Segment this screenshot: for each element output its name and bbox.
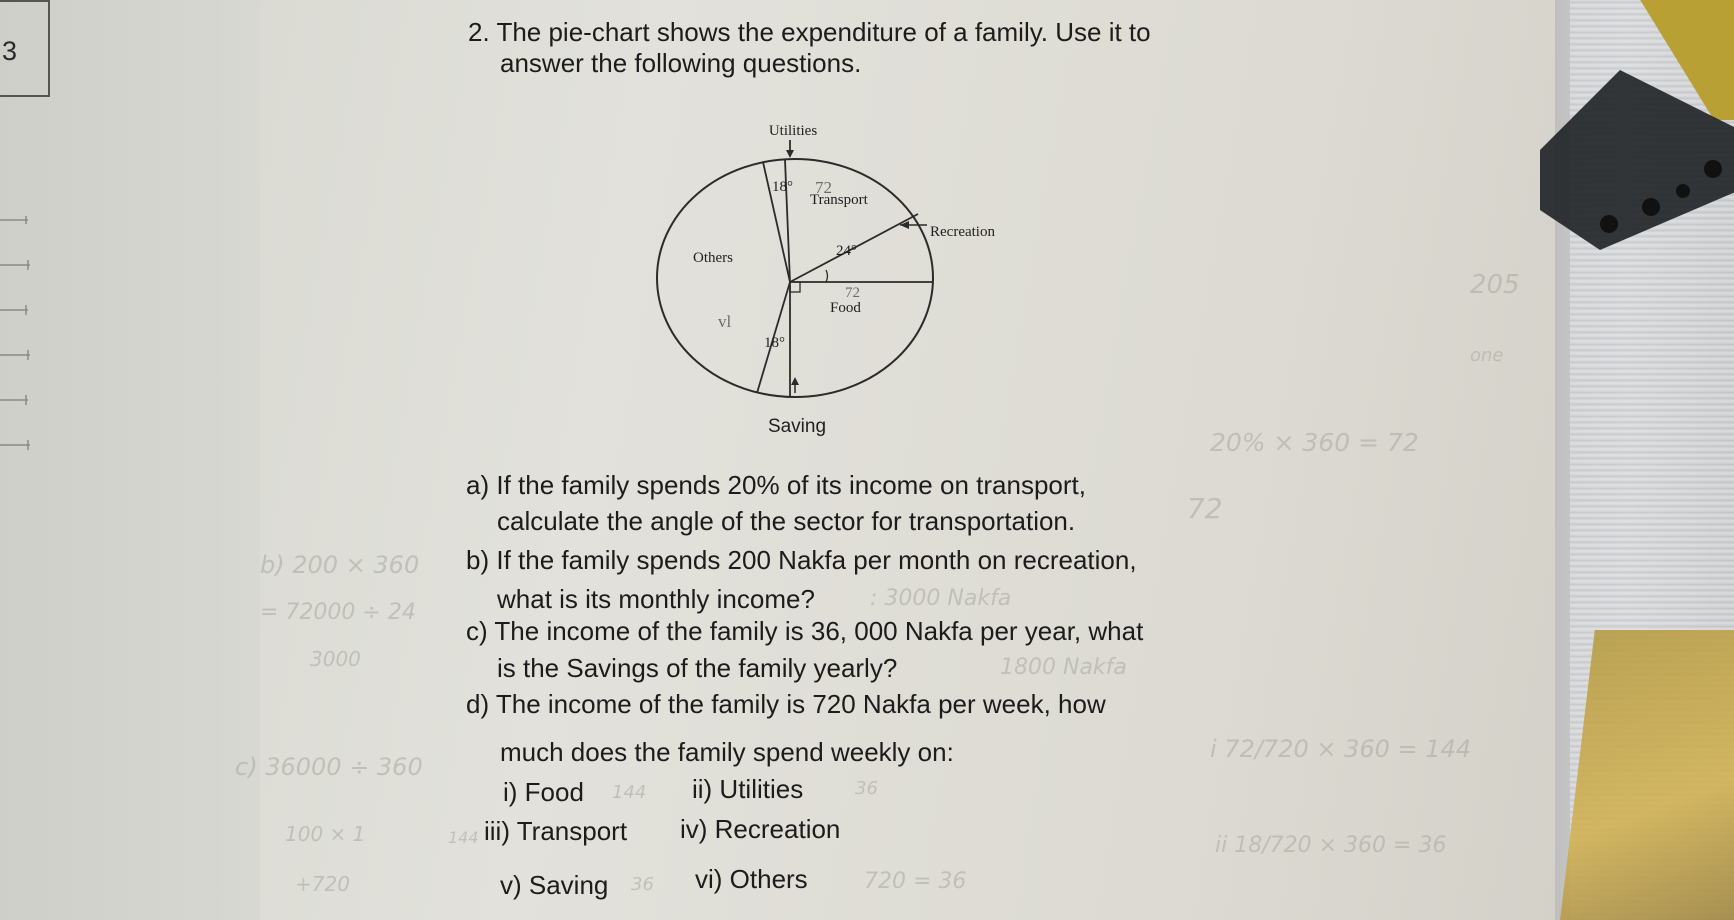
pencil-answer-c: 1800 Nakfa bbox=[1000, 655, 1127, 680]
pie-chart bbox=[600, 110, 1040, 450]
pencil-note-formula-a: 20% × 360 = 72 bbox=[1210, 428, 1419, 457]
recreation-angle-arc bbox=[826, 270, 828, 282]
label-utilities: Utilities bbox=[768, 123, 818, 139]
label-food: Food bbox=[830, 300, 861, 316]
pencil-note-144: 144 bbox=[448, 828, 479, 847]
pencil-answer-d-v: 36 bbox=[631, 874, 654, 895]
question-d-item-v: v) Saving bbox=[500, 870, 609, 900]
question-b-line2: what is its monthly income? bbox=[497, 584, 815, 614]
label-others: Others bbox=[693, 250, 733, 266]
question-a-line2: calculate the angle of the sector for transportation. bbox=[497, 506, 1076, 536]
pencil-note-c-working: c) 36000 ÷ 360 bbox=[235, 753, 423, 781]
pencil-chart-72a: 72 bbox=[815, 178, 832, 197]
table-top-line bbox=[0, 0, 48, 2]
question-c-line1: c) The income of the family is 36, 000 Nakfa per year, what bbox=[466, 616, 1144, 646]
question-heading-line1: 2. The pie-chart shows the expenditure of a family. Use it to bbox=[468, 17, 1151, 47]
question-d-item-iv: iv) Recreation bbox=[680, 814, 841, 844]
question-d-item-iii: iii) Transport bbox=[484, 816, 628, 846]
question-d-item-ii: ii) Utilities bbox=[692, 774, 804, 804]
question-heading-line2: answer the following questions. bbox=[500, 48, 862, 78]
pencil-note-d-working: 100 × 1 bbox=[285, 822, 366, 846]
label-transport: Transport bbox=[810, 192, 868, 208]
question-d-item-vi: vi) Others bbox=[695, 864, 808, 894]
pencil-note-d-ii: ii 18/720 × 360 = 36 bbox=[1215, 833, 1447, 858]
pencil-answer-d-i: 144 bbox=[612, 782, 647, 803]
label-saving: Saving bbox=[767, 416, 827, 437]
margin-tick-marks bbox=[0, 210, 40, 470]
pencil-answer-b: : 3000 Nakfa bbox=[870, 586, 1012, 611]
pencil-answer-d-ii: 36 bbox=[855, 778, 878, 799]
pie-outline bbox=[657, 159, 933, 397]
question-c-line2: is the Savings of the family yearly? bbox=[497, 653, 898, 683]
question-d-line2: much does the family spend weekly on: bbox=[500, 737, 954, 767]
pencil-note-b-working2: = 72000 ÷ 24 bbox=[260, 600, 416, 625]
pencil-chart-vl: vl bbox=[718, 312, 732, 331]
binding-hole-icon bbox=[1642, 198, 1660, 216]
pencil-note-one: one bbox=[1470, 345, 1504, 366]
binding-hole-icon bbox=[1704, 160, 1722, 178]
angle-label-recreation: 24° bbox=[836, 243, 857, 259]
saving-arrowhead bbox=[791, 377, 799, 385]
pencil-note-3000: 3000 bbox=[310, 647, 361, 671]
label-recreation: Recreation bbox=[930, 224, 995, 240]
question-b-line1: b) If the family spends 200 Nakfa per month on recreation, bbox=[466, 545, 1137, 575]
binding-hole-icon bbox=[1600, 215, 1618, 233]
question-d-line1: d) The income of the family is 720 Nakfa per week, how bbox=[466, 689, 1106, 719]
pencil-note-205: 205 bbox=[1470, 270, 1520, 300]
right-angle-marker bbox=[790, 282, 800, 292]
pencil-answer-d-vi: 720 = 36 bbox=[864, 869, 967, 894]
pencil-note-b-working: b) 200 × 360 bbox=[260, 551, 420, 579]
question-a-line1: a) If the family spends 20% of its income on transport, bbox=[466, 470, 1086, 500]
corner-number: 3 bbox=[2, 36, 18, 66]
angle-label-utilities: 18° bbox=[772, 179, 793, 195]
question-d-item-i: i) Food bbox=[503, 777, 584, 807]
pencil-note-720: +720 bbox=[295, 872, 350, 896]
pencil-chart-72b: 72 bbox=[845, 285, 860, 301]
utilities-arrowhead bbox=[786, 150, 794, 158]
angle-label-saving: 18° bbox=[764, 335, 785, 351]
binding-hole-icon bbox=[1676, 184, 1690, 198]
pencil-note-d-i: i 72/720 × 360 = 144 bbox=[1210, 735, 1472, 763]
pencil-answer-a: 72 bbox=[1187, 492, 1223, 525]
